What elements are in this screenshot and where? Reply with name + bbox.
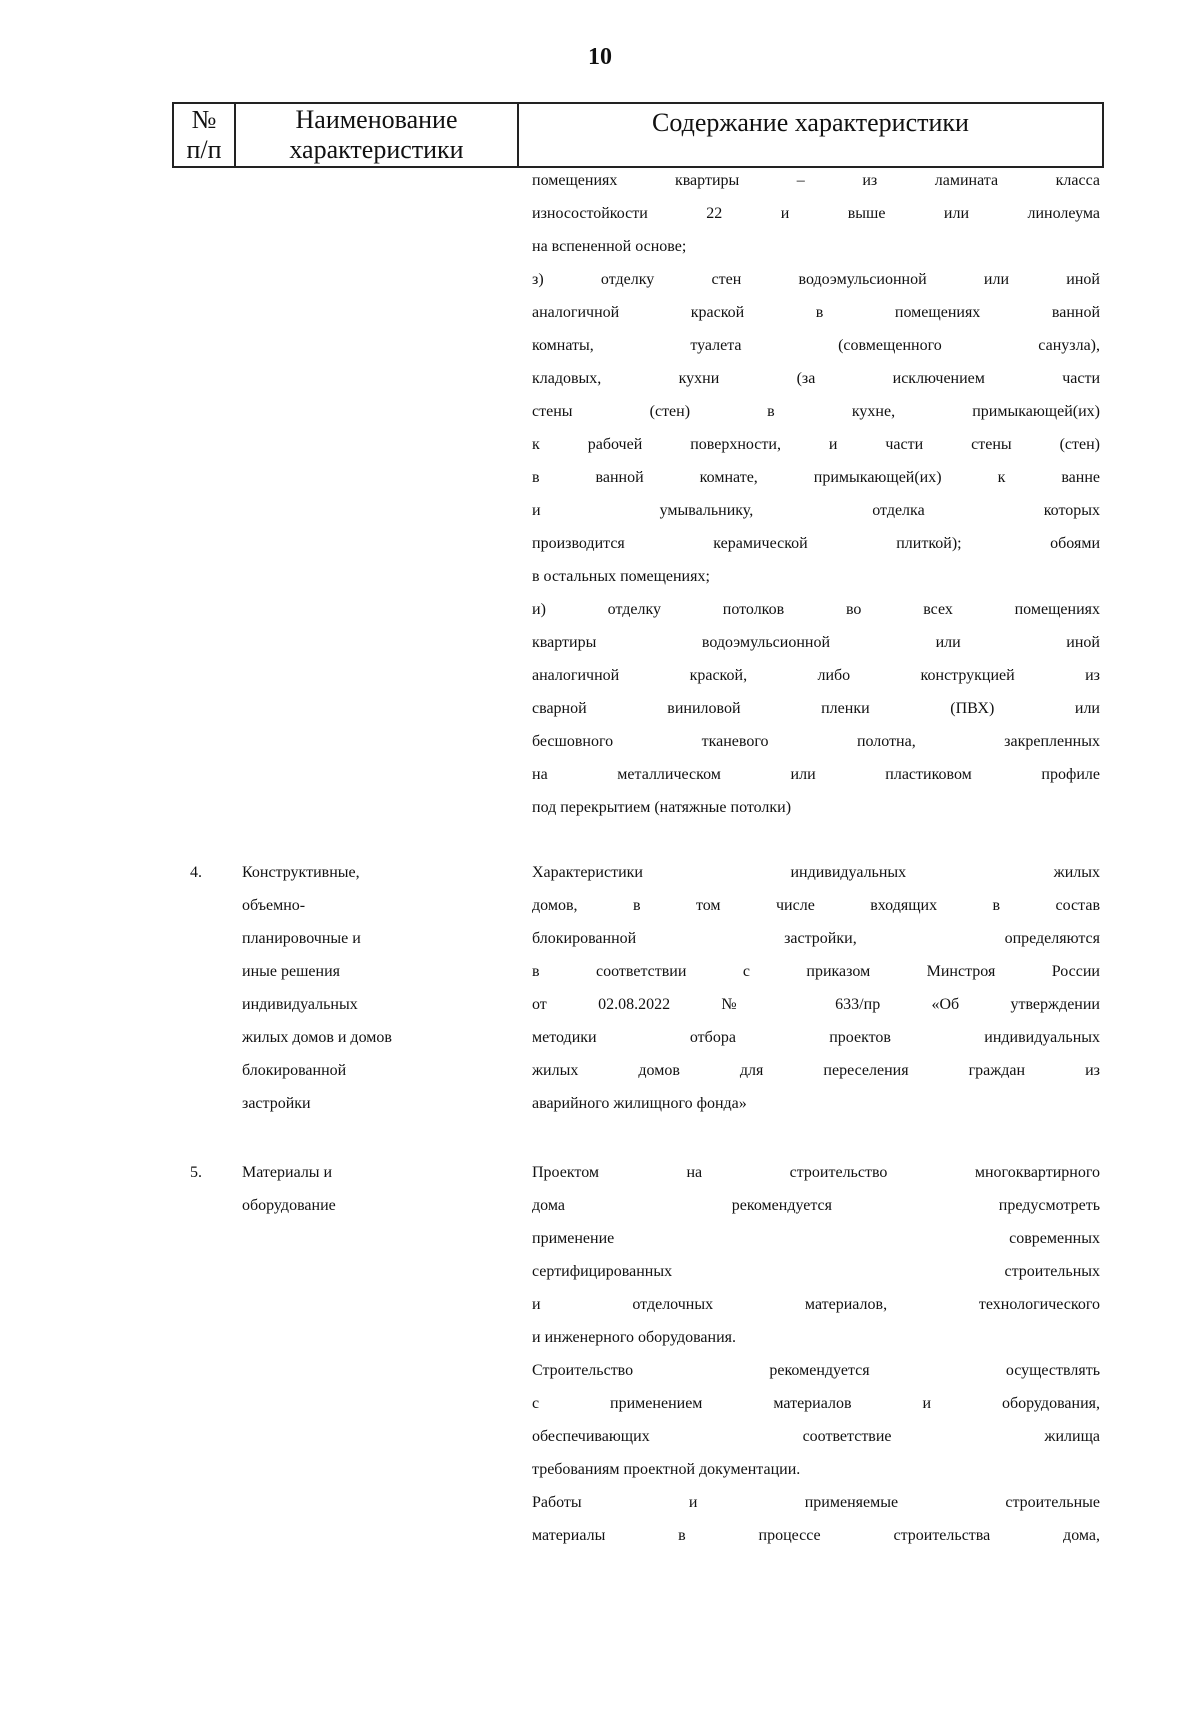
page-number: 10 xyxy=(588,44,612,70)
row-number: 5. xyxy=(190,1164,202,1181)
text-line: жилых домов для переселения граждан из xyxy=(532,1062,1100,1079)
header-name-line-1: Наименование xyxy=(295,105,458,134)
text-line: помещениях квартиры – из ламината класса xyxy=(532,172,1100,189)
text-line: в ванной комнате, примыкающей(их) к ванне xyxy=(532,469,1100,486)
text-line: требованиям проектной документации. xyxy=(532,1461,801,1478)
text-line: износостойкости 22 и выше или линолеума xyxy=(532,205,1100,222)
text-line: материалы в процессе строительства дома, xyxy=(532,1527,1100,1544)
text-line: в соответствии с приказом Минстроя России xyxy=(532,963,1100,980)
text-line: аналогичной краской в помещениях ванной xyxy=(532,304,1100,321)
text-line: к рабочей поверхности, и части стены (стен) xyxy=(532,436,1100,453)
text-line: сертифицированных строительных xyxy=(532,1263,1100,1280)
text-line: дома рекомендуется предусмотреть xyxy=(532,1197,1100,1214)
text-line: иные решения xyxy=(242,963,340,980)
text-line: индивидуальных xyxy=(242,996,358,1013)
text-line: оборудование xyxy=(242,1197,336,1214)
table-header xyxy=(172,102,1104,168)
text-line: комнаты, туалета (совмещенного санузла), xyxy=(532,337,1100,354)
text-line: домов, в том числе входящих в состав xyxy=(532,897,1100,914)
text-line: на вспененной основе; xyxy=(532,238,687,255)
text-line: з) отделку стен водоэмульсионной или иной xyxy=(532,271,1100,288)
text-line: с применением материалов и оборудования, xyxy=(532,1395,1100,1412)
text-line: аварийного жилищного фонда» xyxy=(532,1095,747,1112)
row-3-continuation xyxy=(532,172,1100,832)
text-line: и инженерного оборудования. xyxy=(532,1329,737,1346)
text-line: и отделочных материалов, технологического xyxy=(532,1296,1100,1313)
text-line: под перекрытием (натяжные потолки) xyxy=(532,799,792,816)
text-line: Характеристики индивидуальных жилых xyxy=(532,864,1100,881)
text-line: Проектом на строительство многоквартирного xyxy=(532,1164,1100,1181)
row-name xyxy=(242,864,522,1128)
header-num-line-1: № xyxy=(191,105,217,134)
text-line: стены (стен) в кухне, примыкающей(их) xyxy=(532,403,1100,420)
text-line: объемно- xyxy=(242,897,306,914)
text-line: планировочные и xyxy=(242,930,361,947)
text-line: Материалы и xyxy=(242,1164,333,1181)
row-number: 4. xyxy=(190,864,202,881)
text-line: блокированной xyxy=(242,1062,347,1079)
text-line: жилых домов и домов xyxy=(242,1029,392,1046)
text-line: от 02.08.2022 № 633/пр «Об утверждении xyxy=(532,996,1100,1013)
header-col-content xyxy=(519,104,1102,166)
header-name-line-2: характеристики xyxy=(289,135,464,164)
text-line: Конструктивные, xyxy=(242,864,360,881)
text-line: квартиры водоэмульсионной или иной xyxy=(532,634,1100,651)
header-col-number xyxy=(174,104,236,166)
text-line: обеспечивающих соответствие жилища xyxy=(532,1428,1100,1445)
text-line: блокированной застройки, определяются xyxy=(532,930,1100,947)
text-line: производится керамической плиткой); обоями xyxy=(532,535,1100,552)
text-line: бесшовного тканевого полотна, закрепленных xyxy=(532,733,1100,750)
text-line: кладовых, кухни (за исключением части xyxy=(532,370,1100,387)
row-content xyxy=(532,1164,1100,1560)
header-col-name xyxy=(236,104,519,166)
text-line: Работы и применяемые строительные xyxy=(532,1494,1100,1511)
row-content xyxy=(532,864,1100,1128)
text-line: застройки xyxy=(242,1095,311,1112)
text-line: аналогичной краской, либо конструкцией из xyxy=(532,667,1100,684)
text-line: в остальных помещениях; xyxy=(532,568,710,585)
row-name xyxy=(242,1164,522,1230)
text-line: и умывальнику, отделка которых xyxy=(532,502,1100,519)
header-num-line-2: п/п xyxy=(186,135,222,164)
text-line: на металлическом или пластиковом профиле xyxy=(532,766,1100,783)
text-line: и) отделку потолков во всех помещениях xyxy=(532,601,1100,618)
text-line: Строительство рекомендуется осуществлять xyxy=(532,1362,1100,1379)
text-line: методики отбора проектов индивидуальных xyxy=(532,1029,1100,1046)
header-content-label: Содержание характеристики xyxy=(652,108,969,137)
text-line: сварной виниловой пленки (ПВХ) или xyxy=(532,700,1100,717)
text-line: применение современных xyxy=(532,1230,1100,1247)
